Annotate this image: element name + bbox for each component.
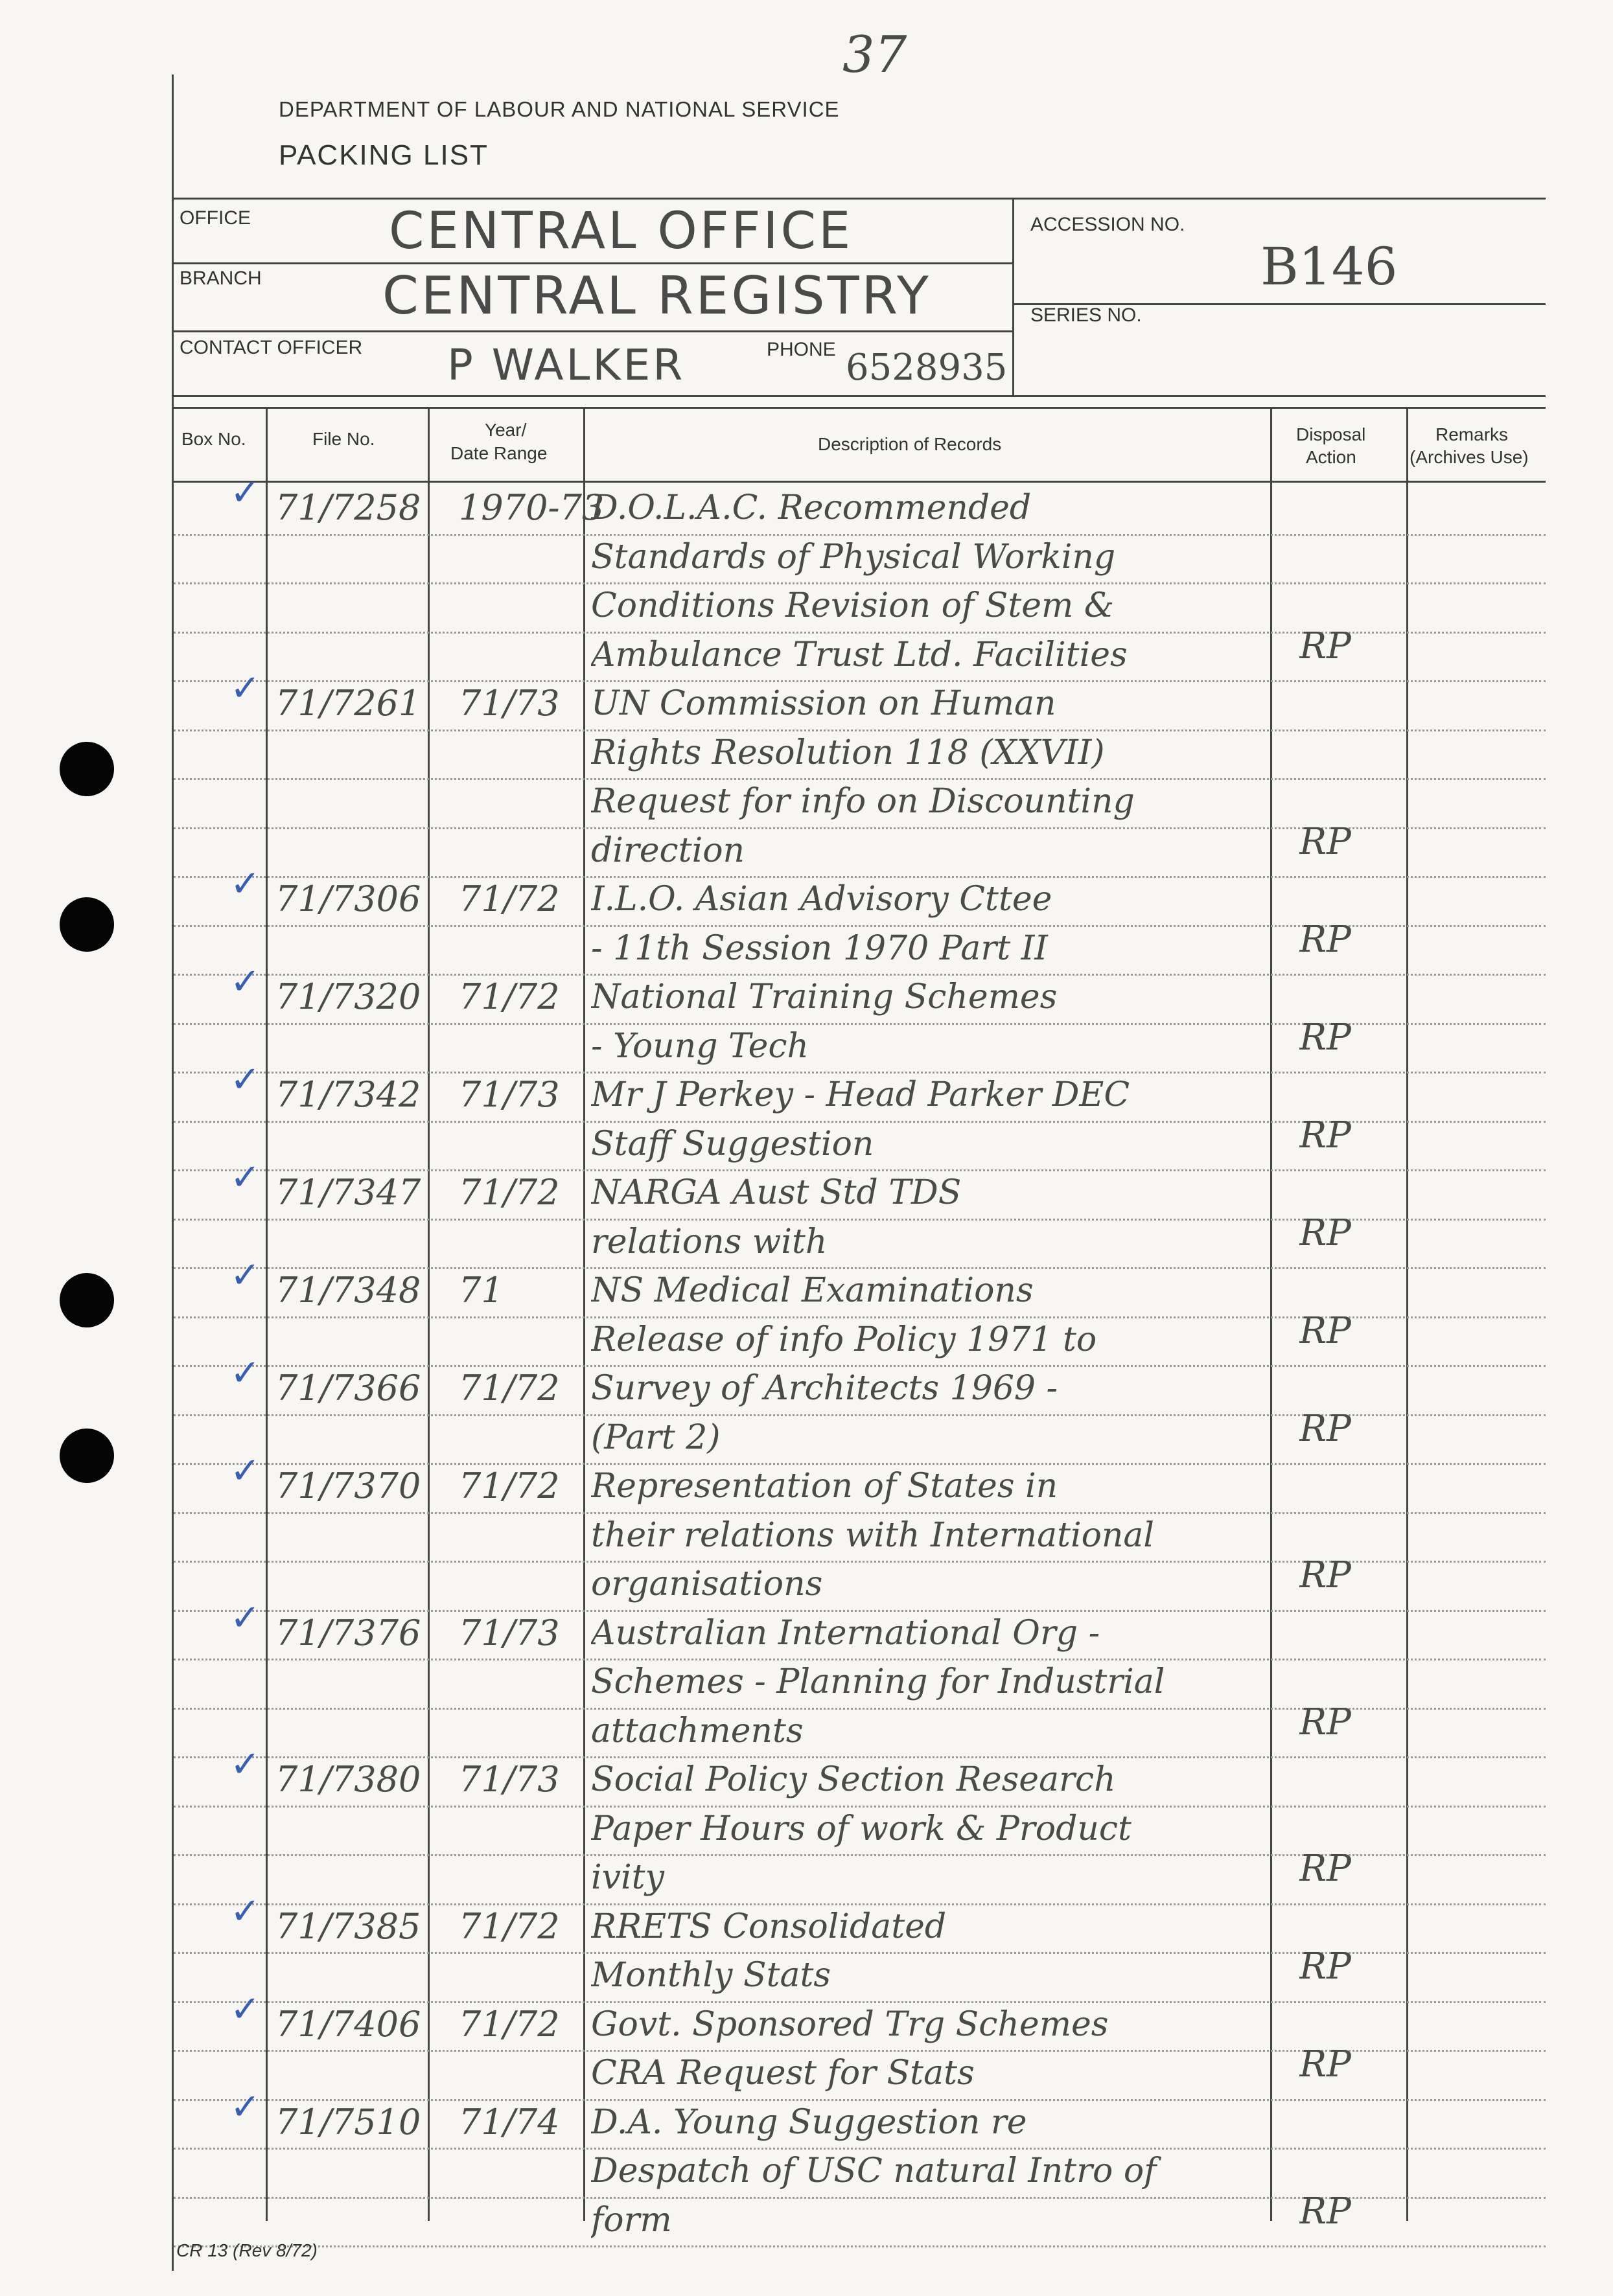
tick-icon: ✓: [230, 961, 261, 1003]
tick-icon: ✓: [230, 2085, 261, 2128]
header-description: Description of Records: [818, 434, 1002, 454]
ruling-line: [174, 729, 1546, 731]
year-range: 71/72: [459, 1465, 560, 1506]
punch-hole: [60, 742, 114, 796]
description-line: RRETS Consolidated: [591, 1907, 947, 1946]
description-line: ivity: [591, 1858, 664, 1897]
tick-icon: ✓: [230, 1254, 261, 1296]
ruling-line: [174, 1463, 1546, 1465]
file-number: 71/7320: [275, 976, 421, 1017]
description-line: D.O.L.A.C. Recommended: [591, 488, 1032, 527]
description-line: Rights Resolution 118 (XXVII): [591, 733, 1105, 772]
ruling-line: [174, 582, 1546, 584]
info-block-divider: [1012, 198, 1014, 395]
col-divider-desc: [1270, 407, 1272, 2221]
phone-value: 6528935: [846, 347, 1008, 389]
tick-icon: ✓: [230, 1059, 261, 1101]
info-block-top: [172, 198, 1546, 200]
disposal-action: RP: [1299, 2043, 1351, 2085]
description-line: their relations with International: [591, 1515, 1155, 1555]
disposal-action: RP: [1299, 1309, 1351, 1352]
office-value: CENTRAL OFFICE: [389, 202, 853, 260]
year-range: 71/72: [459, 976, 560, 1017]
year-range: 71/73: [459, 1612, 560, 1653]
description-line: CRA Request for Stats: [591, 2054, 975, 2093]
file-number: 71/7348: [275, 1270, 421, 1311]
accession-value: B146: [1260, 236, 1398, 297]
file-number: 71/7347: [275, 1172, 421, 1213]
description-line: - 11th Session 1970 Part II: [591, 928, 1048, 968]
disposal-action: RP: [1299, 1946, 1351, 1988]
description-line: Despatch of USC natural Intro of: [591, 2152, 1157, 2190]
branch-value: CENTRAL REGISTRY: [382, 266, 931, 326]
description-line: Release of info Policy 1971 to: [591, 1320, 1097, 1359]
description-line: Survey of Architects 1969 -: [591, 1369, 1058, 1408]
series-label: SERIES NO.: [1030, 304, 1142, 326]
year-range: 71/73: [459, 1074, 560, 1115]
file-number: 71/7261: [275, 683, 421, 724]
header-box-no: Box No.: [181, 429, 246, 449]
file-number: 71/7342: [275, 1074, 421, 1115]
description-line: Schemes - Planning for Industrial: [591, 1662, 1165, 1701]
col-divider-box: [266, 407, 268, 2221]
description-line: Mr J Perkey - Head Parker DEC: [591, 1075, 1130, 1114]
ruling-line: [174, 1756, 1546, 1758]
description-line: (Part 2): [591, 1418, 721, 1457]
description-line: organisations: [591, 1565, 823, 1603]
header-year-1: Year/: [485, 420, 527, 440]
file-number: 71/7380: [275, 1759, 421, 1800]
phone-label: PHONE: [767, 339, 836, 360]
year-range: 71/72: [459, 1368, 560, 1408]
disposal-action: RP: [1299, 1407, 1351, 1450]
description-line: Australian International Org -: [591, 1613, 1100, 1653]
description-line: form: [591, 2200, 672, 2240]
tick-icon: ✓: [230, 1890, 261, 1933]
page-number: 37: [842, 26, 907, 84]
year-range: 71/72: [459, 2003, 560, 2045]
ruling-line: [174, 2245, 1546, 2247]
year-range: 71/72: [459, 878, 560, 919]
description-line: Paper Hours of work & Product: [591, 1809, 1131, 1848]
disposal-action: RP: [1299, 1016, 1351, 1059]
ruling-line: [174, 534, 1546, 536]
tick-icon: ✓: [230, 1156, 261, 1199]
description-line: Representation of States in: [591, 1467, 1058, 1506]
info-block-bottom: [172, 395, 1546, 397]
tick-icon: ✓: [230, 1743, 261, 1785]
tick-icon: ✓: [230, 1988, 261, 2030]
contact-officer-value: P WALKER: [447, 340, 686, 390]
disposal-action: RP: [1299, 1701, 1351, 1743]
header-remarks-1: Remarks: [1435, 424, 1509, 444]
description-line: direction: [591, 831, 745, 870]
col-divider-year: [583, 407, 585, 2221]
description-line: Conditions Revision of Stem &: [591, 586, 1115, 625]
file-number: 71/7406: [275, 2003, 421, 2045]
table-header-bottom: [172, 481, 1546, 483]
description-line: Govt. Sponsored Trg Schemes: [591, 2004, 1109, 2044]
ruling-line: [174, 680, 1546, 682]
form-left-border: [172, 75, 174, 2271]
form-title: PACKING LIST: [279, 139, 489, 171]
header-disposal-2: Action: [1306, 447, 1356, 467]
form-code: CR 13 (Rev 8/72): [176, 2240, 318, 2260]
description-line: I.L.O. Asian Advisory Cttee: [591, 880, 1052, 919]
description-line: Social Policy Section Research: [591, 1760, 1116, 1799]
header-year-2: Date Range: [450, 443, 548, 463]
accession-label: ACCESSION NO.: [1030, 214, 1185, 235]
description-line: National Training Schemes: [591, 978, 1058, 1016]
punch-hole: [60, 897, 114, 952]
office-branch-divider: [172, 262, 1012, 264]
disposal-action: RP: [1299, 1211, 1351, 1254]
file-number: 71/7370: [275, 1465, 421, 1506]
department-name: DEPARTMENT OF LABOUR AND NATIONAL SERVICE: [279, 97, 840, 121]
description-line: Monthly Stats: [591, 1956, 831, 1995]
description-line: NARGA Aust Std TDS: [591, 1173, 962, 1212]
year-range: 71/72: [459, 1172, 560, 1213]
ruling-line: [174, 1169, 1546, 1171]
year-range: 1970-73: [459, 487, 605, 528]
description-line: - Young Tech: [591, 1026, 809, 1066]
table-top: [172, 407, 1546, 409]
branch-contact-divider: [172, 330, 1012, 332]
disposal-action: RP: [1299, 1554, 1351, 1596]
file-number: 71/7258: [275, 487, 421, 528]
ruling-line: [174, 778, 1546, 780]
tick-icon: ✓: [230, 667, 261, 709]
description-line: Request for info on Discounting: [591, 782, 1135, 821]
header-file-no: File No.: [312, 429, 375, 449]
description-line: NS Medical Examinations: [591, 1271, 1034, 1310]
description-line: Ambulance Trust Ltd. Facilities: [591, 635, 1128, 674]
tick-icon: ✓: [230, 472, 261, 514]
disposal-action: RP: [1299, 918, 1351, 961]
description-line: Staff Suggestion: [591, 1124, 874, 1164]
punch-hole: [60, 1429, 114, 1483]
tick-icon: ✓: [230, 1596, 261, 1639]
disposal-action: RP: [1299, 625, 1351, 667]
col-divider-disp: [1406, 407, 1408, 2221]
ruling-line: [174, 1512, 1546, 1514]
year-range: 71/72: [459, 1905, 560, 1947]
year-range: 71: [459, 1270, 504, 1311]
file-number: 71/7366: [275, 1368, 421, 1408]
ruling-line: [174, 876, 1546, 878]
tick-icon: ✓: [230, 1352, 261, 1394]
disposal-action: RP: [1299, 1848, 1351, 1890]
ruling-line: [174, 2148, 1546, 2150]
header-remarks-2: (Archives Use): [1410, 447, 1529, 467]
disposal-action: RP: [1299, 820, 1351, 863]
ruling-line: [174, 1072, 1546, 1073]
disposal-action: RP: [1299, 2190, 1351, 2233]
branch-label: BRANCH: [180, 268, 262, 289]
year-range: 71/73: [459, 683, 560, 724]
description-line: attachments: [591, 1711, 804, 1751]
year-range: 71/73: [459, 1759, 560, 1800]
tick-icon: ✓: [230, 1450, 261, 1492]
ruling-line: [174, 974, 1546, 976]
office-label: OFFICE: [180, 207, 251, 229]
ruling-line: [174, 1267, 1546, 1269]
description-line: D.A. Young Suggestion re: [591, 2102, 1027, 2142]
file-number: 71/7306: [275, 878, 421, 919]
tick-icon: ✓: [230, 863, 261, 905]
description-line: Standards of Physical Working: [591, 537, 1116, 577]
header-disposal-1: Disposal: [1296, 424, 1366, 444]
year-range: 71/74: [459, 2101, 560, 2142]
ruling-line: [174, 1365, 1546, 1367]
ruling-line: [174, 1806, 1546, 1808]
description-line: relations with: [591, 1222, 828, 1261]
description-line: UN Commission on Human: [591, 684, 1056, 723]
col-divider-file: [428, 407, 430, 2221]
disposal-action: RP: [1299, 1114, 1351, 1156]
file-number: 71/7376: [275, 1612, 421, 1653]
file-number: 71/7510: [275, 2101, 421, 2142]
ruling-line: [174, 1659, 1546, 1660]
punch-hole: [60, 1273, 114, 1327]
file-number: 71/7385: [275, 1905, 421, 1947]
contact-officer-label: CONTACT OFFICER: [180, 337, 363, 358]
